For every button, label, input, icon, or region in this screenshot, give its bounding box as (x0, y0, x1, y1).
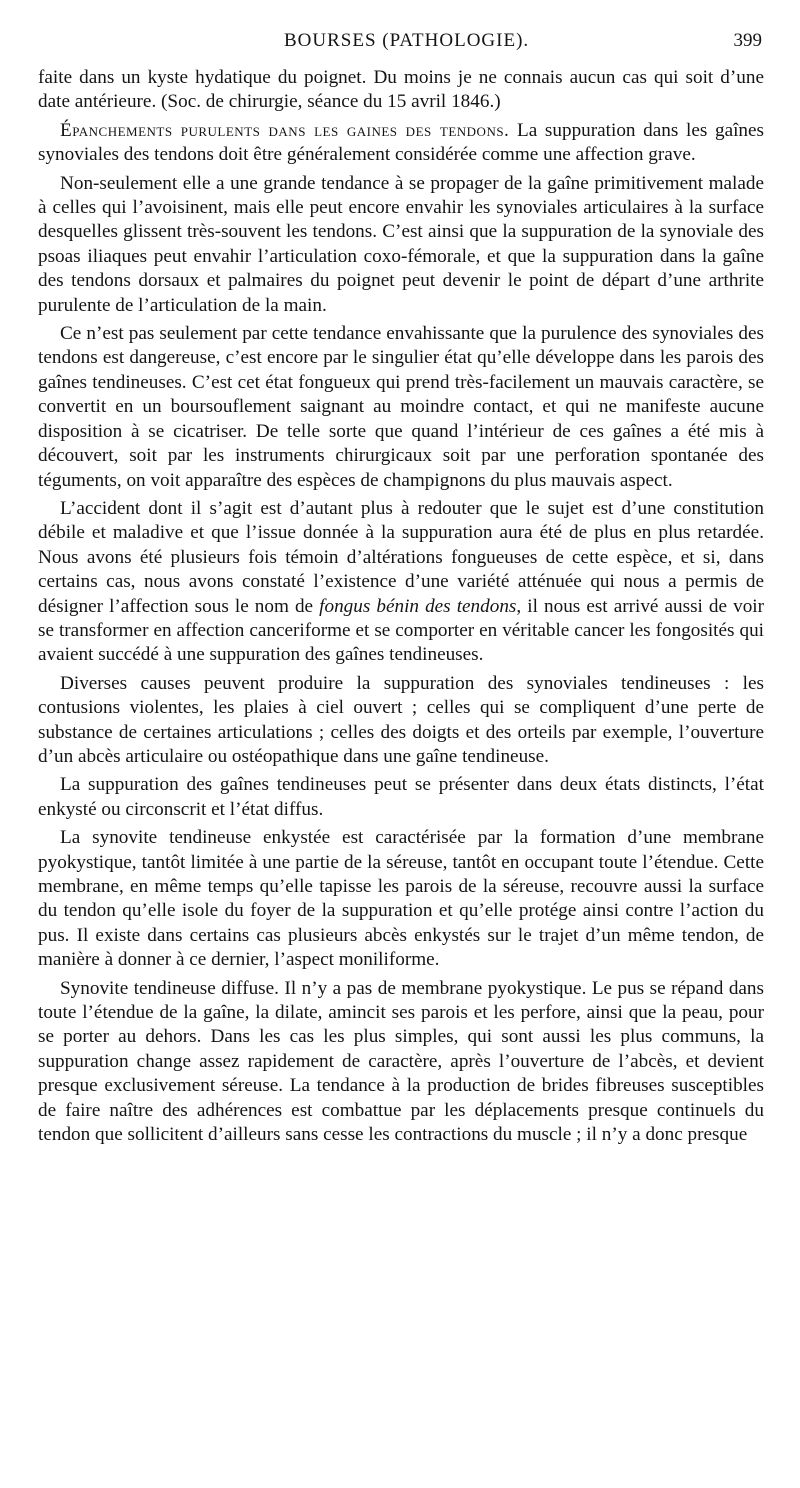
paragraph-text: il nous est arrivé aussi de voir se transformer en affection canceriforme et se comporter en véritable cancer les fongosités qui avaient succédé à une suppuration des gaînes tendineuses. (38, 595, 765, 666)
paragraph: Diverses causes peuvent produire la suppuration des synoviales tendineuses : les contusions violentes, les plaies à ciel ouvert ; celles qui se compliquent d’une perte de substance de certaines articulations ; celles des doigts et des orteils par exemple, l’ouverture d’un abcès articulaire ou ostéopathique dans une gaîne tendineuse. (38, 672, 764, 767)
page-number: 399 (733, 30, 762, 51)
running-title: BOURSES (PATHOLOGIE). (284, 30, 530, 51)
paragraph: faite dans un kyste hydatique du poignet. Du moins je ne connais aucun cas qui soit d’une date antérieure. (Soc. de chirurgie, séance du 15 avril 1846.) (38, 67, 764, 113)
paragraph-text: L’accident dont il s’agit est d’autant plus à redouter que le sujet est d’une constitution débile et maladive et que l’issue donnée à la suppuration aura été de plus en plus retardée. Nous avons été plusieurs fois témoin d’altérations fongueuses de cette espèce, et si, dans certains cas, nous avons constaté l’existence d’une variété atténuée qui nous a permis de désigner l’affection sous le nom de (38, 497, 764, 617)
section-heading: Épanchements purulents dans les gaines des tendons. (60, 119, 510, 141)
body-text (38, 66, 764, 1151)
punctuation: , (516, 595, 522, 617)
paragraph-text: La suppuration dans les gaînes synoviales des tendons doit être généralement considérée comme une affection grave. (38, 119, 765, 166)
paragraph: La synovite tendineuse enkystée est caractérisée par la formation d’une membrane pyokystique, tantôt limitée à une partie de la séreuse, tantôt en occupant toute l’étendue. Cette membrane, en même temps qu’elle tapisse les parois de la séreuse, recouvre aussi la surface du tendon qu’elle isole du foyer de la suppuration et qu’elle protége ainsi contre l’action du pus. Il existe dans certains cas plusieurs abcès enkystés sur le trajet d’un même tendon, de manière à donner à ce dernier, l’aspect moniliforme. (38, 827, 764, 971)
page-header (0, 30, 800, 58)
paragraph: Synovite tendineuse diffuse. Il n’y a pas de membrane pyokystique. Le pus se répand dans toute l’étendue de la gaîne, la dilate, amincit ses parois et les perfore, ainsi que la peau, pour se porter au dehors. Dans les cas les plus simples, qui sont aussi les plus communs, la suppuration change assez rapidement de caractère, après l’ouverture de l’abcès, et devient presque exclusivement séreuse. La tendance à la production de brides fibreuses susceptibles de faire naître des adhérences est combattue par les déplacements presque continuels du tendon que sollicitent d’ailleurs sans cesse les contractions du muscle ; il n’y a donc presque (38, 977, 764, 1146)
section-paragraph (38, 119, 764, 168)
italic-term: fongus bénin des tendons (319, 595, 517, 617)
paragraph: Ce n’est pas seulement par cette tendance envahissante que la purulence des synoviales des tendons est dangereuse, c’est encore par le singulier état qu’elle développe dans les parois des gaînes tendineuses. C’est cet état fongueux qui prend très-facilement un mauvais caractère, se convertit en un boursouflement saignant au moindre contact, et qui ne manifeste aucune disposition à se cicatriser. De telle sorte que quand l’intérieur de ces gaînes a été mis à découvert, soit par les instruments chirurgicaux soit par une perforation spontanée des téguments, on voit apparaître des espèces de champignons du plus mauvais aspect. (38, 323, 764, 491)
paragraph: La suppuration des gaînes tendineuses peut se présenter dans deux états distincts, l’état enkysté ou circonscrit et l’état diffus. (38, 774, 764, 820)
paragraph (38, 497, 764, 668)
paragraph: Non-seulement elle a une grande tendance à se propager de la gaîne primitivement malade à celles qui l’avoisinent, mais elle peut encore envahir les synoviales articulaires à la surface desquelles glissent très-souvent les tendons. C’est ainsi que la suppuration de la synoviale des psoas iliaques peut envahir l’articulation coxo-fémorale, et que la suppuration dans la gaîne des tendons dorsaux et palmaires du poignet peut devenir le point de départ d’une arthrite purulente de l’articulation de la main. (38, 172, 764, 316)
